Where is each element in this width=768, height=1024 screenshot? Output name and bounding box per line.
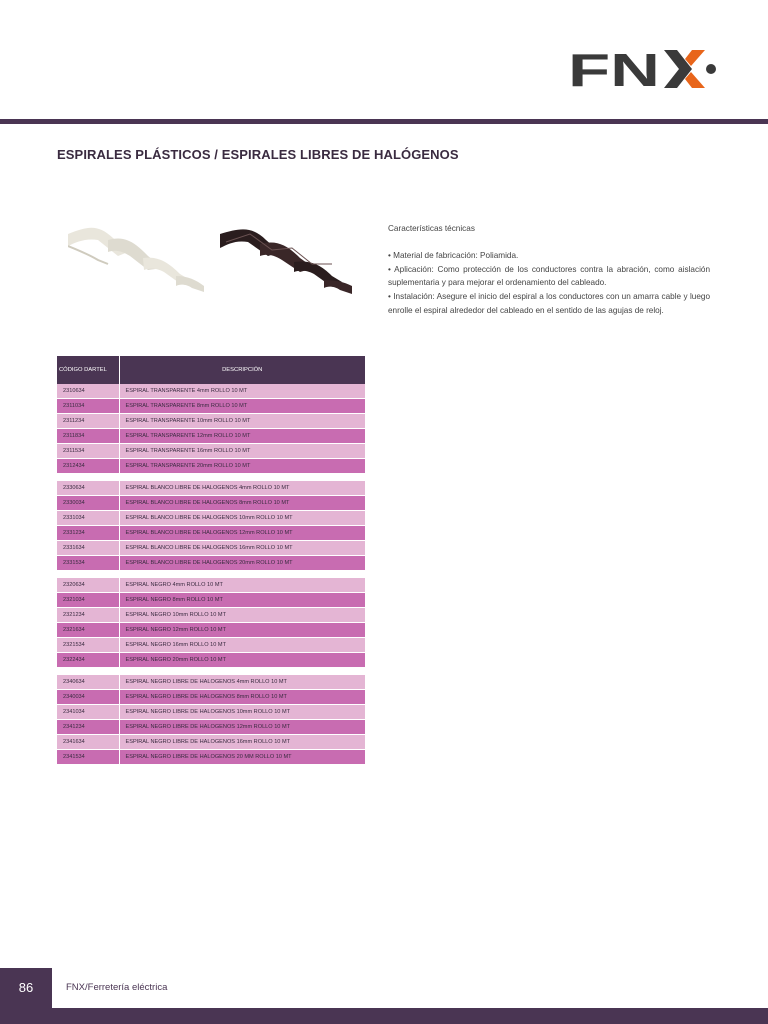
product-code: 2311034: [57, 399, 119, 414]
product-code: 2330034: [57, 496, 119, 511]
column-header-code: CÓDIGO DARTEL: [57, 356, 119, 384]
table-row: [57, 593, 366, 608]
table-row: [57, 653, 366, 668]
technical-specs: [388, 222, 710, 318]
table-row: [57, 414, 366, 429]
product-code: 2331634: [57, 541, 119, 556]
product-description: ESPIRAL TRANSPARENTE 16mm ROLLO 10 MT: [119, 444, 366, 459]
product-description: ESPIRAL TRANSPARENTE 8mm ROLLO 10 MT: [119, 399, 366, 414]
product-code: 2341634: [57, 735, 119, 750]
product-code: 2322434: [57, 653, 119, 668]
table-row: [57, 429, 366, 444]
product-description: ESPIRAL BLANCO LIBRE DE HALOGENOS 12mm ROLLO 10 MT: [119, 526, 366, 541]
white-spiral-image: [68, 220, 204, 298]
product-code: 2331034: [57, 511, 119, 526]
group-spacer: [57, 668, 366, 676]
table-row: [57, 705, 366, 720]
page-number: 86: [0, 968, 52, 1024]
product-code: 2331234: [57, 526, 119, 541]
fnx-logo-x-mark: [664, 50, 716, 88]
product-code: 2320634: [57, 578, 119, 593]
fnx-logo: [568, 48, 718, 90]
table-row: [57, 384, 366, 399]
product-description: ESPIRAL NEGRO 16mm ROLLO 10 MT: [119, 638, 366, 653]
product-description: ESPIRAL BLANCO LIBRE DE HALOGENOS 8mm ROLLO 10 MT: [119, 496, 366, 511]
column-header-description: DESCRIPCIÓN: [119, 356, 366, 384]
product-code: 2321634: [57, 623, 119, 638]
product-description: ESPIRAL NEGRO 20mm ROLLO 10 MT: [119, 653, 366, 668]
table-row: [57, 556, 366, 571]
product-code: 2341234: [57, 720, 119, 735]
product-description: ESPIRAL BLANCO LIBRE DE HALOGENOS 4mm ROLLO 10 MT: [119, 481, 366, 496]
product-description: ESPIRAL TRANSPARENTE 4mm ROLLO 10 MT: [119, 384, 366, 399]
product-code: 2312434: [57, 459, 119, 474]
table-row: [57, 578, 366, 593]
product-description: ESPIRAL NEGRO 10mm ROLLO 10 MT: [119, 608, 366, 623]
product-description: ESPIRAL TRANSPARENTE 20mm ROLLO 10 MT: [119, 459, 366, 474]
footer-section: FNX/Ferretería eléctrica: [66, 982, 168, 993]
black-spiral-image: [220, 220, 352, 298]
product-code: 2310634: [57, 384, 119, 399]
product-description: ESPIRAL NEGRO 4mm ROLLO 10 MT: [119, 578, 366, 593]
product-code: 2340034: [57, 690, 119, 705]
group-spacer: [57, 474, 366, 482]
spec-installation: • Instalación: Asegure el inicio del espiral a los conductores con un amarra cable y luego enrolle el espiral alrededor del cableado en el sentido de las agujas de reloj.: [388, 292, 710, 315]
table-row: [57, 541, 366, 556]
product-description: ESPIRAL NEGRO LIBRE DE HALOGENOS 8mm ROLLO 10 MT: [119, 690, 366, 705]
table-row: [57, 444, 366, 459]
spec-material: • Material de fabricación: Poliamida.: [388, 250, 519, 260]
table-row: [57, 399, 366, 414]
table-row: [57, 511, 366, 526]
product-description: ESPIRAL NEGRO 8mm ROLLO 10 MT: [119, 593, 366, 608]
product-code: 2311234: [57, 414, 119, 429]
table-row: [57, 675, 366, 690]
footer-rule: [52, 1008, 768, 1024]
spec-application: • Aplicación: Como protección de los conductores contra la abración, como aislación suplementaria y para mejorar el ordenamiento del cableado.: [388, 264, 710, 288]
table-row: [57, 623, 366, 638]
product-code: 2340634: [57, 675, 119, 690]
table-row: [57, 481, 366, 496]
product-description: ESPIRAL NEGRO LIBRE DE HALOGENOS 10mm ROLLO 10 MT: [119, 705, 366, 720]
product-description: ESPIRAL TRANSPARENTE 10mm ROLLO 10 MT: [119, 414, 366, 429]
product-code: 2341034: [57, 705, 119, 720]
product-table: [57, 356, 366, 765]
product-description: ESPIRAL BLANCO LIBRE DE HALOGENOS 20mm ROLLO 10 MT: [119, 556, 366, 571]
table-row: [57, 690, 366, 705]
product-description: ESPIRAL BLANCO LIBRE DE HALOGENOS 16mm ROLLO 10 MT: [119, 541, 366, 556]
page-title: ESPIRALES PLÁSTICOS / ESPIRALES LIBRES DE HALÓGENOS: [57, 147, 459, 162]
product-code: 2321034: [57, 593, 119, 608]
table-row: [57, 496, 366, 511]
product-code: 2341534: [57, 750, 119, 765]
group-spacer: [57, 571, 366, 579]
product-description: ESPIRAL BLANCO LIBRE DE HALOGENOS 10mm ROLLO 10 MT: [119, 511, 366, 526]
product-code: 2331534: [57, 556, 119, 571]
product-code: 2321234: [57, 608, 119, 623]
product-description: ESPIRAL NEGRO 12mm ROLLO 10 MT: [119, 623, 366, 638]
table-row: [57, 735, 366, 750]
table-row: [57, 750, 366, 765]
product-table-body: [57, 384, 366, 765]
product-description: ESPIRAL TRANSPARENTE 12mm ROLLO 10 MT: [119, 429, 366, 444]
table-row: [57, 526, 366, 541]
header-rule: [0, 119, 768, 124]
product-description: ESPIRAL NEGRO LIBRE DE HALOGENOS 20 MM ROLLO 10 MT: [119, 750, 366, 765]
product-code: 2330634: [57, 481, 119, 496]
product-code: 2311834: [57, 429, 119, 444]
specs-heading: Características técnicas: [388, 224, 475, 233]
product-code: 2311534: [57, 444, 119, 459]
product-description: ESPIRAL NEGRO LIBRE DE HALOGENOS 4mm ROLLO 10 MT: [119, 675, 366, 690]
table-row: [57, 608, 366, 623]
product-description: ESPIRAL NEGRO LIBRE DE HALOGENOS 16mm ROLLO 10 MT: [119, 735, 366, 750]
table-row: [57, 720, 366, 735]
table-row: [57, 459, 366, 474]
table-header-row: [57, 356, 366, 384]
product-description: ESPIRAL NEGRO LIBRE DE HALOGENOS 12mm ROLLO 10 MT: [119, 720, 366, 735]
product-code: 2321534: [57, 638, 119, 653]
table-row: [57, 638, 366, 653]
svg-text:FN: FN: [568, 48, 660, 90]
